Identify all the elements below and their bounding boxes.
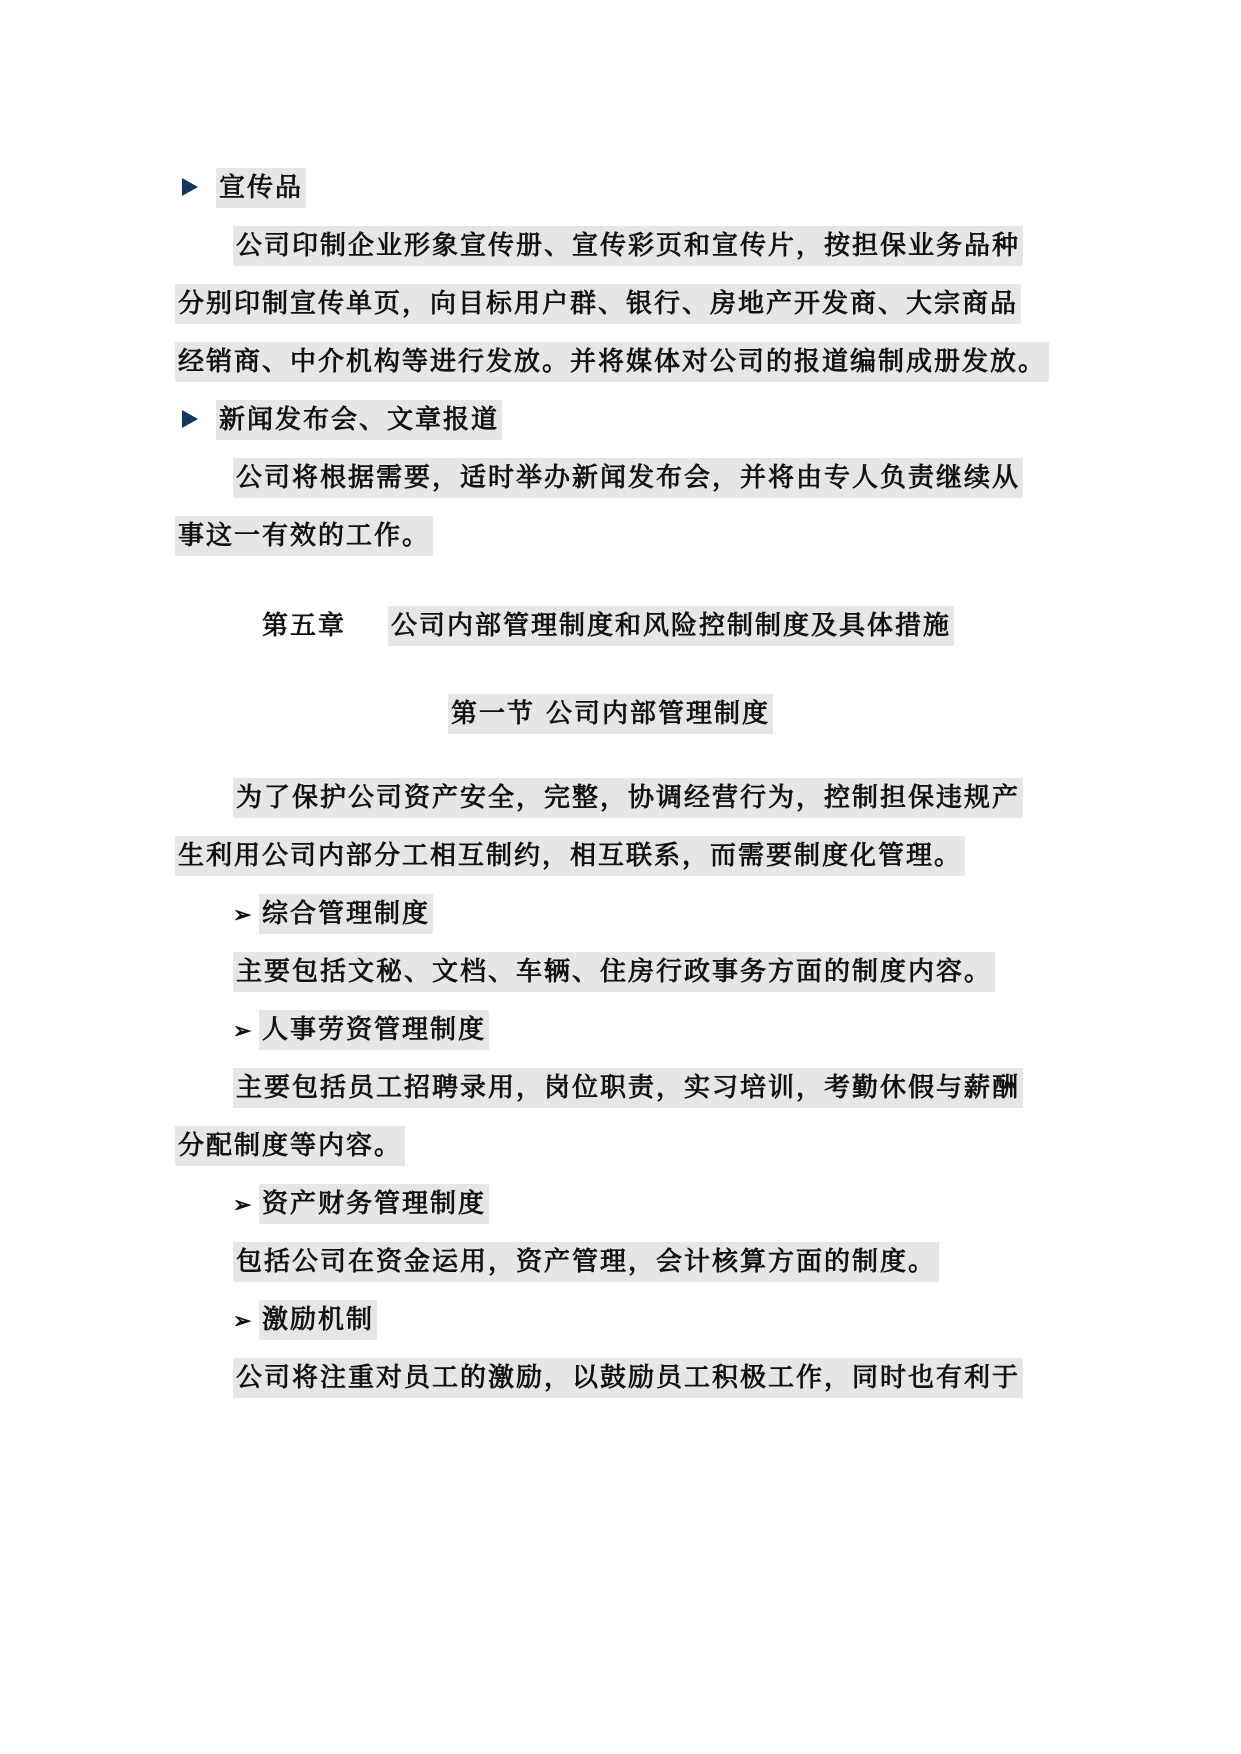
item-heading-text: 人事劳资管理制度	[259, 1010, 489, 1050]
paragraph-text: 包括公司在资金运用，资产管理，会计核算方面的制度。	[233, 1242, 939, 1282]
promo-heading-text: 宣传品	[216, 168, 306, 208]
item-body-general	[233, 952, 995, 992]
promo-heading	[182, 168, 306, 208]
section-title: 第一节 公司内部管理制度	[448, 694, 773, 734]
paragraph-text: 经销商、中介机构等进行发放。并将媒体对公司的报道编制成册发放。	[175, 342, 1049, 382]
news-line-1	[233, 458, 1023, 498]
item-heading-hr	[233, 1010, 489, 1050]
section-heading	[448, 694, 773, 734]
paragraph-text: 公司将根据需要，适时举办新闻发布会，并将由专人负责继续从	[233, 458, 1023, 498]
paragraph-text: 公司印制企业形象宣传册、宣传彩页和宣传片，按担保业务品种	[233, 226, 1023, 266]
paragraph-text: 主要包括文秘、文档、车辆、住房行政事务方面的制度内容。	[233, 952, 995, 992]
paragraph-text: 事这一有效的工作。	[175, 516, 433, 556]
intro-line-1	[233, 778, 1023, 818]
news-heading-text: 新闻发布会、文章报道	[216, 400, 502, 440]
arrow-bullet-icon: ➢	[233, 1018, 254, 1044]
news-heading	[182, 400, 502, 440]
arrow-bullet-icon: ➢	[233, 902, 254, 928]
item-body-hr-2	[175, 1126, 405, 1166]
arrow-bullet-icon: ➢	[233, 1192, 254, 1218]
paragraph-text: 为了保护公司资产安全，完整，协调经营行为，控制担保违规产	[233, 778, 1023, 818]
item-heading-text: 资产财务管理制度	[259, 1184, 489, 1224]
arrow-bullet-icon: ➢	[233, 1308, 254, 1334]
paragraph-text: 公司将注重对员工的激励，以鼓励员工积极工作，同时也有利于	[233, 1358, 1023, 1398]
paragraph-text: 分别印制宣传单页，向目标用户群、银行、房地产开发商、大宗商品	[175, 284, 1021, 324]
chapter-heading	[262, 606, 954, 646]
item-heading-finance	[233, 1184, 489, 1224]
promo-line-1	[233, 226, 1023, 266]
item-body-finance	[233, 1242, 939, 1282]
item-heading-text: 激励机制	[259, 1300, 377, 1340]
intro-line-2	[175, 836, 965, 876]
paragraph-text: 主要包括员工招聘录用，岗位职责，实习培训，考勤休假与薪酬	[233, 1068, 1023, 1108]
promo-line-2	[175, 284, 1021, 324]
chapter-label: 第五章	[262, 611, 347, 641]
triangle-bullet-icon	[182, 410, 198, 428]
promo-line-3	[175, 342, 1049, 382]
item-heading-incentive	[233, 1300, 377, 1340]
triangle-bullet-icon	[182, 178, 198, 196]
paragraph-text: 分配制度等内容。	[175, 1126, 405, 1166]
chapter-title: 公司内部管理制度和风险控制制度及具体措施	[388, 606, 954, 646]
item-body-hr-1	[233, 1068, 1023, 1108]
item-heading-text: 综合管理制度	[259, 894, 433, 934]
item-heading-general	[233, 894, 433, 934]
news-line-2	[175, 516, 433, 556]
item-body-incentive	[233, 1358, 1023, 1398]
paragraph-text: 生利用公司内部分工相互制约，相互联系，而需要制度化管理。	[175, 836, 965, 876]
